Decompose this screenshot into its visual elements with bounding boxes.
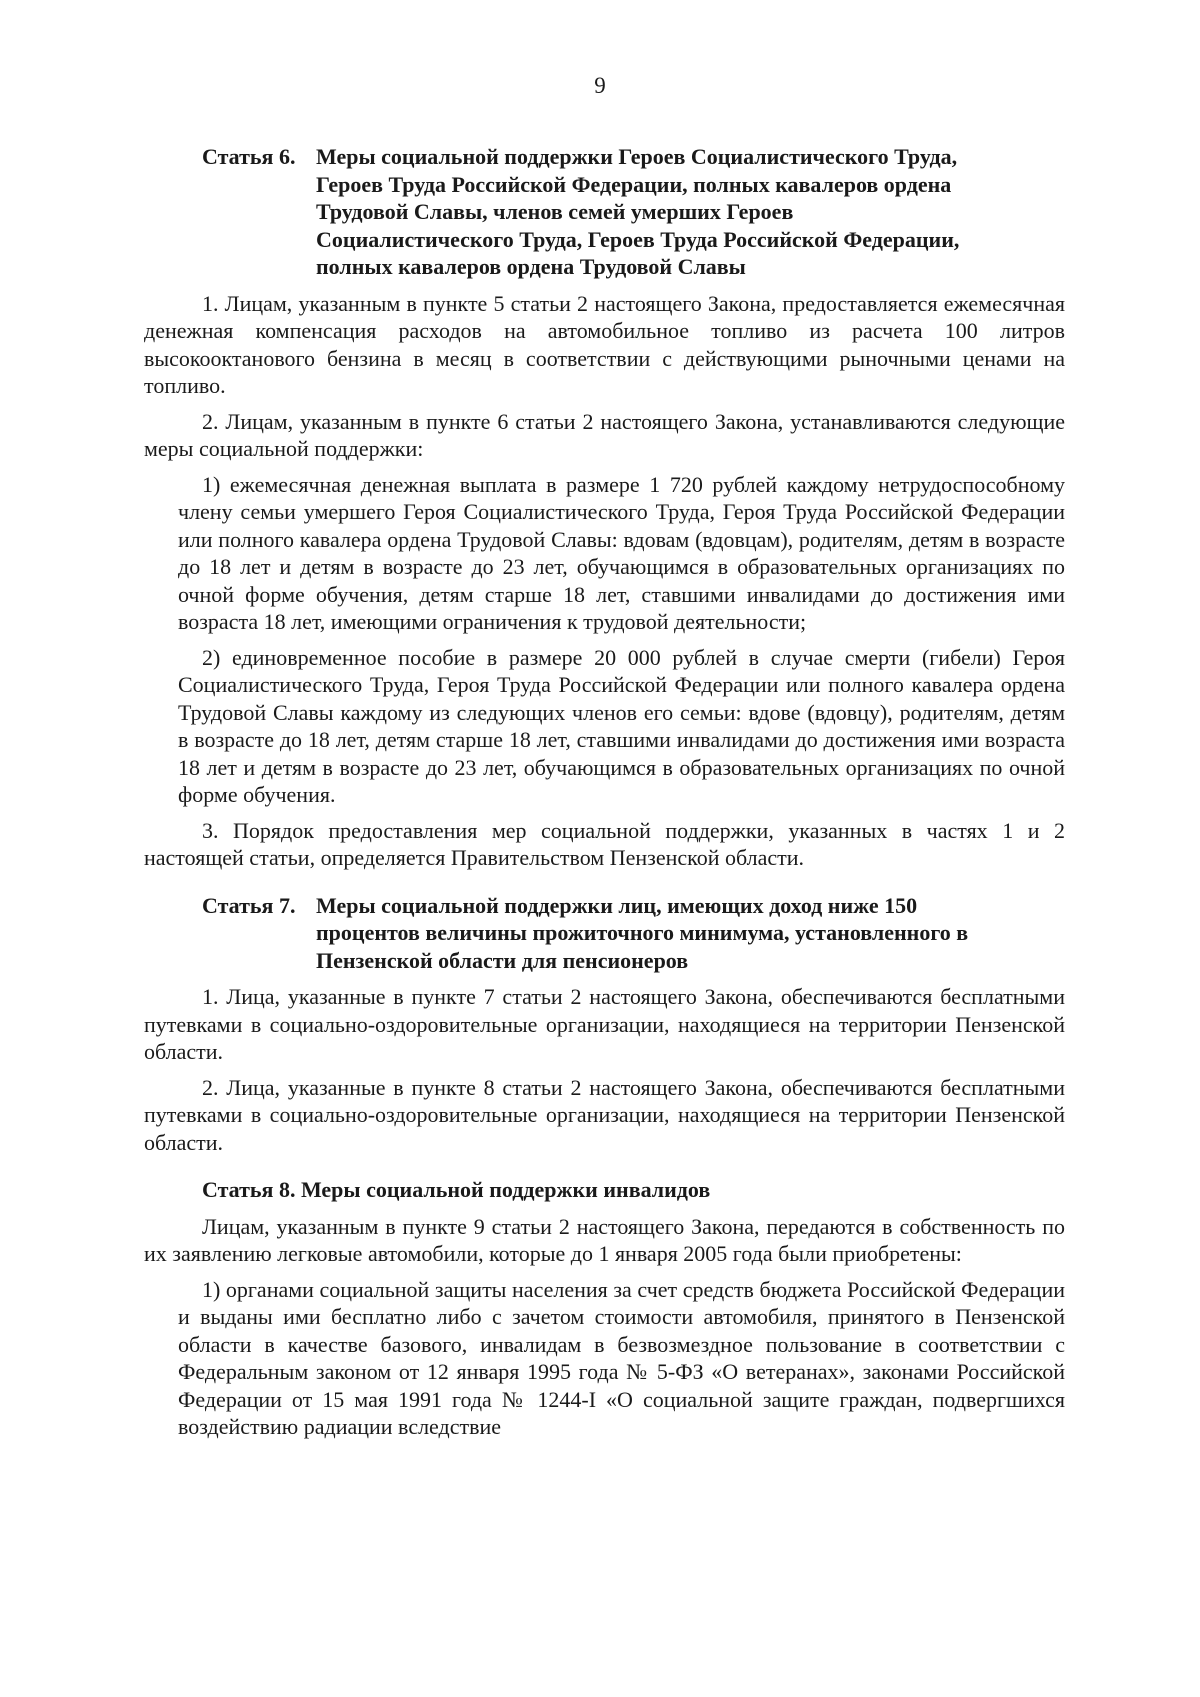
- document-body: [144, 143, 1065, 1449]
- article-8-paragraph-1: Лицам, указанным в пункте 9 статьи 2 настоящего Закона, передаются в собственность по их заявлению легковые автомобили, которые до 1 января 2005 года были приобретены:: [144, 1213, 1065, 1266]
- article-6-paragraph-3: 3. Порядок предоставления мер социальной поддержки, указанных в частях 1 и 2 настоящей статьи, определяется Правительством Пензенской области.: [144, 817, 1065, 870]
- section-gap: [144, 880, 1065, 892]
- article-7-heading: [202, 892, 1025, 975]
- article-6-paragraph-1: 1. Лицам, указанным в пункте 5 статьи 2 настоящего Закона, предоставляется ежемесячная денежная компенсация расходов на автомобильное топливо из расчета 100 литров высокооктанового бензина в месяц в соответствии с действующими рыночными ценами на топливо.: [144, 290, 1065, 398]
- article-7-title: Меры социальной поддержки лиц, имеющих доход ниже 150 процентов величины прожиточного минимума, установленного в Пензенской области для пенсионеров: [316, 892, 969, 973]
- article-7-label: Статья 7.: [202, 892, 296, 918]
- article-6-heading: [202, 143, 1025, 281]
- section-gap: [144, 1164, 1065, 1176]
- article-8-heading: Статья 8. Меры социальной поддержки инвалидов: [202, 1177, 711, 1202]
- article-6-label: Статья 6.: [202, 144, 296, 169]
- article-6-title: Меры социальной поддержки Героев Социалистического Труда, Героев Труда Российской Федерации, полных кавалеров ордена Трудовой Славы, членов семей умерших Героев Социалистического Труда, Героев Труда Российской Федерации, полных кавалеров ордена Трудовой Славы: [316, 144, 960, 279]
- article-6-paragraph-2: 2. Лицам, указанным в пункте 6 статьи 2 настоящего Закона, устанавливаются следующие меры социальной поддержки:: [144, 408, 1065, 461]
- article-6-item-2: 2) единовременное пособие в размере 20 000 рублей в случае смерти (гибели) Героя Социалистического Труда, Героя Труда Российской Федерации или полного кавалера ордена Трудовой Славы каждому из следующих членов его семьи: вдове (вдовцу), родителям, детям в возрасте до 18 лет, детям старше 18 лет, ставшими инвалидами до достижения ими возраста 18 лет и детям в возрасте до 23 лет, обучающимся в образовательных организациях по очной форме обучения.: [178, 644, 1065, 807]
- article-6-item-1: 1) ежемесячная денежная выплата в размере 1 720 рублей каждому нетрудоспособному члену семьи умершего Героя Социалистического Труда, Героя Труда Российской Федерации или полного кавалера ордена Трудовой Славы: вдовам (вдовцам), родителям, детям в возрасте до 18 лет и детям в возрасте до 23 лет, обучающимся в образовательных организациях по очной форме обучения, детям старше 18 лет, ставшими инвалидами до достижения ими возраста 18 лет, имеющими ограничения к трудовой деятельности;: [178, 471, 1065, 634]
- article-8-item-1: 1) органами социальной защиты населения за счет средств бюджета Российской Федерации и выданы ими бесплатно либо с зачетом стоимости автомобиля, принятого в Пензенской области в качестве базового, инвалидам в безвозмездное пользование в соответствии с Федеральным законом от 12 января 1995 года № 5-ФЗ «О ветеранах», законами Российской Федерации от 15 мая 1991 года № 1244-I «О социальной защите граждан, подвергшихся воздействию радиации вследствие: [178, 1276, 1065, 1439]
- article-7-paragraph-2: 2. Лица, указанные в пункте 8 статьи 2 настоящего Закона, обеспечиваются бесплатными путевками в социально-оздоровительные организации, находящиеся на территории Пензенской области.: [144, 1074, 1065, 1155]
- article-7-paragraph-1: 1. Лица, указанные в пункте 7 статьи 2 настоящего Закона, обеспечиваются бесплатными путевками в социально-оздоровительные организации, находящиеся на территории Пензенской области.: [144, 984, 1065, 1064]
- page-number: 9: [594, 73, 606, 98]
